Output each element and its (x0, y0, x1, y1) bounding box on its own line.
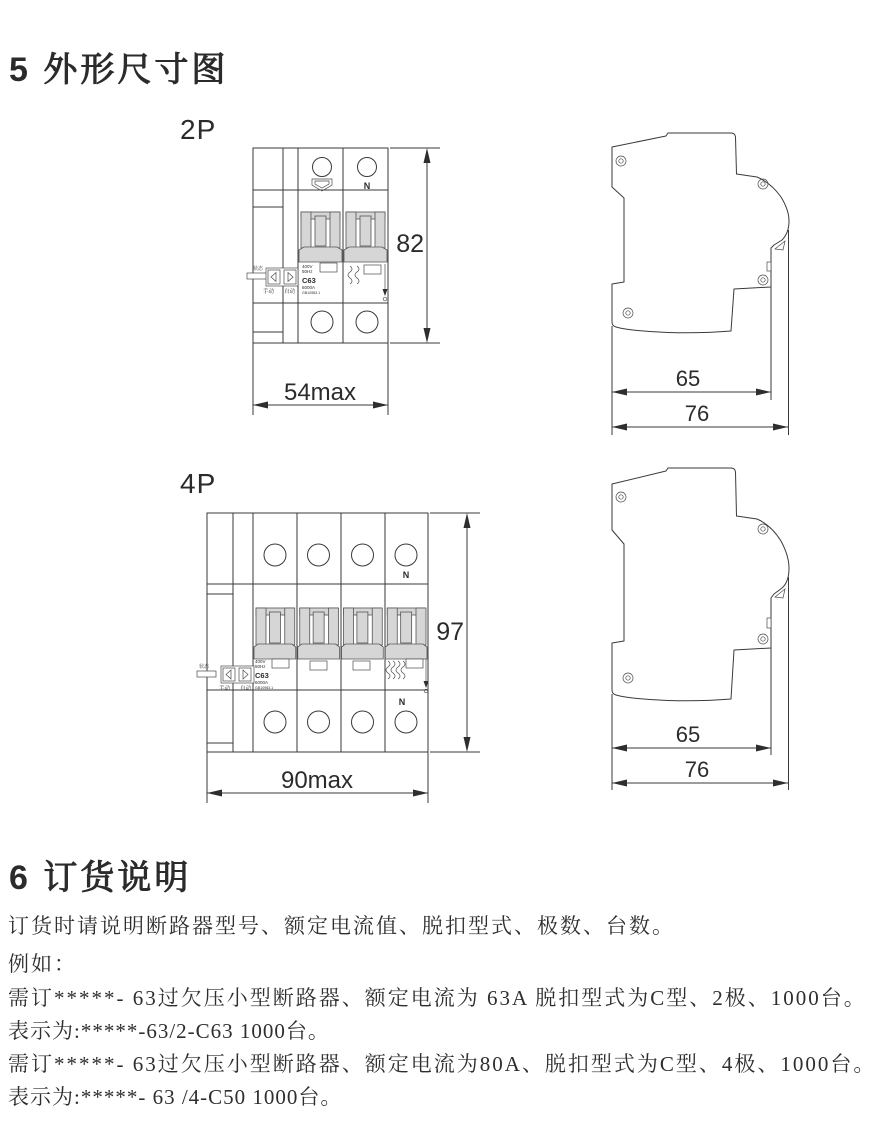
controller-switch (197, 663, 254, 692)
manual-label: 手动 (219, 686, 231, 692)
indicator-window (320, 263, 337, 272)
latch-slider (767, 618, 771, 628)
rail-latch-icon (775, 241, 785, 250)
auto-label: 自动 (240, 686, 252, 692)
terminal-screws-bottom (311, 311, 378, 333)
terminal-screws-top (313, 158, 377, 177)
dim-76-label: 76 (684, 401, 710, 426)
ordering-example-2-need: 需订*****- 63过欠压小型断路器、额定电流为80A、脱扣型式为C型、4极、1000台。 (8, 1052, 877, 1076)
figure-2p-front-view (244, 140, 460, 420)
breaker-handle-pole4 (385, 608, 427, 659)
ordering-example-1-code: 表示为:*****-63/2-C63 1000台。 (8, 1019, 330, 1043)
ordering-example-label: 例如： (8, 952, 77, 976)
rating-frequency: 50Hz (255, 664, 266, 669)
dim-97-label: 97 (436, 618, 464, 646)
controller-switch (247, 265, 298, 295)
figure-4p-front-view (196, 455, 508, 810)
trip-coil-symbol (386, 659, 429, 693)
ordering-intro: 订货时请说明断路器型号、额定电流值、脱扣型式、极数、台数。 (8, 914, 675, 938)
breaker-handle-pole1 (254, 608, 296, 659)
auto-label: 自动 (284, 289, 296, 295)
figure-4p-side-view (600, 460, 835, 795)
side-profile-outline (612, 468, 789, 701)
dim-76-label: 76 (684, 757, 710, 782)
rating-label (302, 263, 337, 295)
rating-breaking-capacity: 6000A (302, 285, 316, 290)
rating-frequency: 50Hz (302, 269, 313, 274)
section-6-heading: 6 订货说明 (9, 859, 192, 897)
dim-90max-label: 90max (280, 767, 354, 794)
rating-voltage: 400V (255, 659, 266, 664)
rating-standard: GB10963.1 (255, 686, 274, 690)
dim-54max-label: 54max (283, 379, 357, 406)
dimension-width-54max (253, 343, 388, 415)
dimension-depth-65 (612, 366, 771, 396)
neutral-label-bottom: N (398, 697, 406, 707)
breaker-handle-pole2 (298, 608, 340, 659)
status-indicator (247, 273, 267, 279)
rating-voltage: 400V (302, 264, 313, 269)
indicator-window (364, 265, 381, 274)
indicator-window (272, 659, 289, 668)
indicator-window-pole2 (310, 661, 327, 670)
breaker-handle-pole3 (342, 608, 384, 659)
latch-slider (767, 262, 771, 271)
rivet-circles (616, 156, 768, 318)
indicator-window-pole3 (353, 661, 370, 670)
indicator-window (406, 659, 423, 668)
dimension-height-82 (390, 148, 440, 343)
incoming-line-badge-icon (312, 179, 332, 191)
ordering-example-2-code: 表示为:*****- 63 /4-C50 1000台。 (8, 1085, 343, 1109)
neutral-label: N (363, 181, 371, 191)
rating-breaking-capacity: 6000A (255, 680, 269, 685)
rating-model: C63 (302, 276, 316, 285)
dimension-depth-76 (612, 401, 788, 431)
rating-standard: GB10963.1 (302, 291, 321, 295)
rating-label (255, 659, 289, 690)
ordering-example-1-need: 需订*****- 63过欠压小型断路器、额定电流为 63A 脱扣型式为C型、2极、1000台。 (8, 986, 867, 1010)
manual-label: 手动 (263, 289, 275, 295)
figure-2p-side-view (600, 125, 835, 445)
rail-latch-icon (775, 589, 785, 598)
dim-65-label: 65 (675, 366, 701, 391)
dimension-width-90max (207, 752, 428, 803)
dimension-depth-65 (612, 722, 771, 752)
rivet-circles (616, 492, 768, 683)
status-label: 状态 (199, 664, 210, 670)
dimension-depth-76 (612, 757, 788, 787)
status-indicator (197, 671, 216, 677)
rating-model: C63 (255, 671, 269, 680)
figure-4p-label: 4P (180, 468, 217, 499)
dim-65-label: 65 (675, 722, 701, 747)
neutral-label-top: N (402, 570, 410, 580)
dimension-height-97 (430, 513, 480, 752)
breaker-handle-pole1 (299, 212, 342, 262)
section-5-heading: 5 外形尺寸图 (9, 51, 229, 89)
figure-2p-label: 2P (180, 114, 217, 145)
breaker-handle-pole2 (344, 212, 387, 262)
status-label: 状态 (253, 266, 264, 272)
side-profile-outline (612, 133, 789, 333)
dim-82-label: 82 (396, 230, 424, 258)
trip-coil-symbol (348, 264, 388, 301)
